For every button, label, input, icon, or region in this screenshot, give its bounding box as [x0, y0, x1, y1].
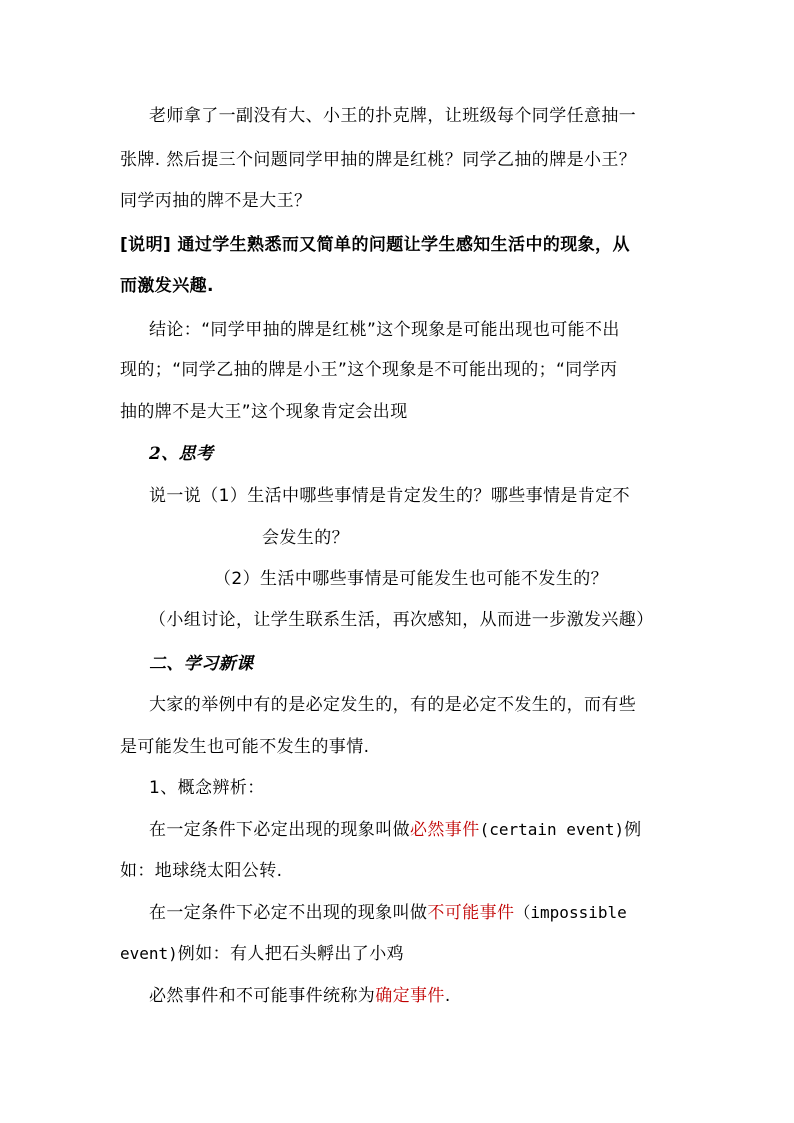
impossible-event-prefix: 在一定条件下必定不出现的现象叫做	[149, 903, 428, 923]
section-heading-new-lesson: 二、学习新课	[149, 654, 254, 674]
concept-subheading: 1、概念辨析：	[149, 778, 265, 798]
impossible-event-term: 不可能事件	[427, 903, 515, 923]
conclusion-line-1: 结论：“同学甲抽的牌是红桃”这个现象是可能出现也可能不出	[149, 320, 620, 340]
question-2: （2）生活中哪些事情是可能发生也可能不发生的？	[214, 569, 609, 589]
intro-line-1: 老师拿了一副没有大、小王的扑克牌，让班级每个同学任意抽一	[149, 106, 637, 126]
certain-event-line-1	[149, 818, 642, 842]
certain-event-line-2: 如：地球绕太阳公转.	[120, 861, 283, 881]
determined-event-suffix: .	[444, 986, 451, 1006]
intro-line-2: 张牌. 然后提三个问题同学甲抽的牌是红桃？同学乙抽的牌是小王？	[120, 150, 637, 170]
lesson-para-line-1: 大家的举例中有的是必定发生的，有的是必定不发生的，而有些	[149, 695, 637, 715]
impossible-event-example: 例如：有人把石头孵出了小鸡	[177, 944, 404, 964]
impossible-event-line-1	[149, 901, 627, 925]
determined-event-term: 确定事件	[375, 986, 445, 1006]
impossible-event-english: （impossible	[514, 903, 627, 922]
lesson-para-line-2: 是可能发生也可能不发生的事情.	[120, 737, 370, 757]
certain-event-english: (certain event)	[479, 820, 625, 839]
note-line-1: [说明] 通过学生熟悉而又简单的问题让学生感知生活中的现象，从	[120, 235, 630, 255]
question-1-line-1: 说一说（1）生活中哪些事情是肯定发生的？哪些事情是肯定不	[149, 486, 631, 506]
certain-event-prefix: 在一定条件下必定出现的现象叫做	[149, 820, 410, 840]
determined-event-line	[149, 984, 451, 1008]
determined-event-prefix: 必然事件和不可能事件统称为	[149, 986, 376, 1006]
note-line-2: 而激发兴趣.	[120, 276, 214, 296]
conclusion-line-2: 现的；“同学乙抽的牌是小王”这个现象是不可能出现的；“同学丙	[120, 360, 618, 380]
impossible-event-line-2	[120, 942, 404, 966]
certain-event-suffix: 例	[624, 820, 642, 840]
certain-event-term: 必然事件	[410, 820, 480, 840]
conclusion-line-3: 抽的牌不是大王”这个现象肯定会出现	[120, 402, 408, 422]
intro-line-3: 同学丙抽的牌不是大王？	[120, 191, 312, 211]
section-heading-think: 2、思考	[149, 444, 214, 464]
discussion-note: （小组讨论，让学生联系生活，再次感知，从而进一步激发兴趣）	[149, 610, 654, 630]
question-1-line-2: 会发生的？	[262, 528, 349, 548]
impossible-event-english-cont: event)	[120, 944, 178, 963]
